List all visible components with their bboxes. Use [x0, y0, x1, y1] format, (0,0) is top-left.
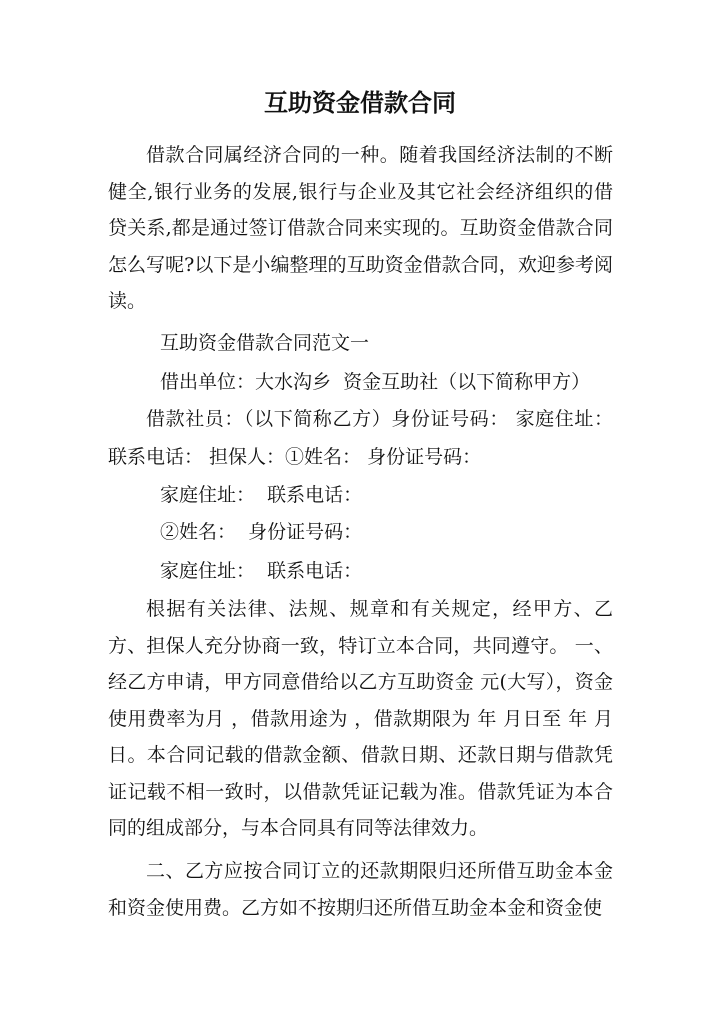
guarantor1-address-line: 家庭住址： 联系电话：	[160, 484, 363, 506]
lender-line: 借出单位：大水沟乡 资金互助社（以下简称甲方）	[160, 371, 591, 393]
borrower-paragraph: 借款社员：（以下简称乙方）身份证号码： 家庭住址：联系电话： 担保人：①姓名： 身份证号码：	[108, 408, 613, 468]
guarantor2-address-line: 家庭住址： 联系电话：	[160, 560, 363, 582]
sample-heading: 互助资金借款合同范文一	[160, 332, 370, 354]
clause-one-paragraph: 根据有关法律、法规、规章和有关规定，经甲方、乙方、担保人充分协商一致，特订立本合同，共同遵守。 一、经乙方申请，甲方同意借给以乙方互助资金 元(大写），资金使用费率为月 ，借款用途为 ，借款期限为 年 月日至 年 月日。本合同记载的借款金额、借款日期、还款日期与借款凭证记载不相一致时，以借款凭证记载为准。借款凭证为本合同的组成部分，与本合同具有同等法律效力。	[108, 598, 613, 839]
clause-two-paragraph: 二、乙方应按合同订立的还款期限归还所借互助金本金和资金使用费。乙方如不按期归还所借互助金本金和资金使	[108, 860, 613, 919]
guarantor2-name-line: ②姓名： 身份证号码：	[160, 521, 363, 543]
intro-paragraph: 借款合同属经济合同的一种。随着我国经济法制的不断健全,银行业务的发展,银行与企业及其它社会经济组织的借贷关系,都是通过签订借款合同来实现的。互助资金借款合同怎么写呢?以下是小编整理的互助资金借款合同，欢迎参考阅读。	[108, 144, 613, 312]
document-title: 互助资金借款合同	[264, 89, 456, 117]
